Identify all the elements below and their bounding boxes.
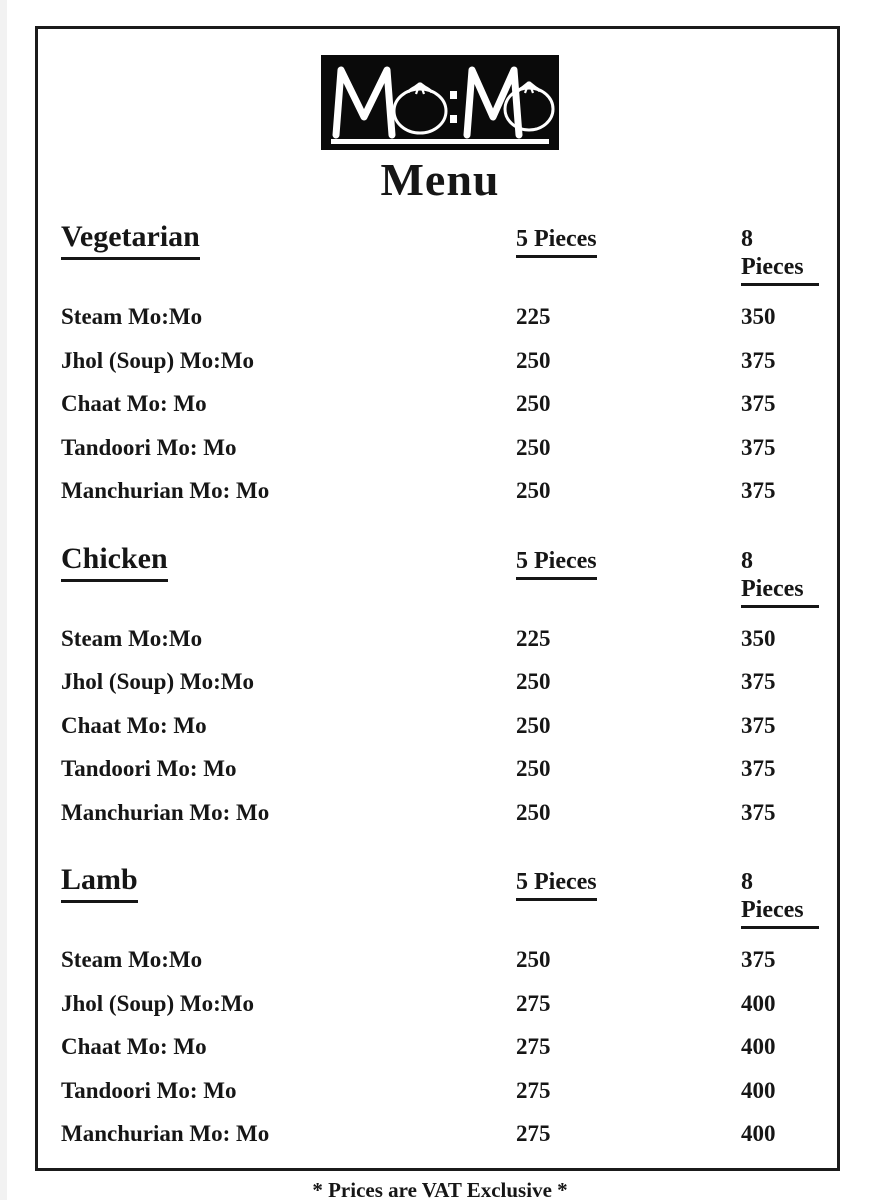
- price-8-pieces: 400: [741, 1034, 776, 1059]
- menu-item-name: Manchurian Mo: Mo: [61, 478, 270, 503]
- menu-item-name: Manchurian Mo: Mo: [61, 799, 270, 825]
- column-header-5-pieces: 5 Pieces: [516, 225, 597, 258]
- price-8-pieces: 350: [741, 625, 776, 651]
- menu-item-row: [61, 791, 819, 835]
- section-header-row: [61, 863, 819, 929]
- menu-item-name: Jhol (Soup) Mo:Mo: [61, 990, 254, 1016]
- logo-colon: [450, 91, 457, 123]
- price-5-pieces: 275: [516, 1121, 551, 1146]
- price-8-pieces: 375: [741, 434, 776, 460]
- menu-item-name: Steam Mo:Mo: [61, 947, 203, 972]
- price-8-pieces: 375: [741, 391, 776, 416]
- price-8-pieces: 375: [741, 478, 776, 503]
- price-5-pieces: 250: [516, 799, 551, 825]
- price-8-pieces: 375: [741, 712, 776, 738]
- menu-item-row: [61, 339, 819, 383]
- price-8-pieces: 400: [741, 1077, 776, 1103]
- price-5-pieces: 250: [516, 756, 551, 781]
- price-8-pieces: 375: [741, 669, 776, 694]
- menu-section-vegetarian: [61, 220, 819, 513]
- menu-item-name: Jhol (Soup) Mo:Mo: [61, 669, 254, 694]
- menu-section-chicken: [61, 542, 819, 835]
- menu-item-row: [61, 1025, 819, 1069]
- menu-item-name: Tandoori Mo: Mo: [61, 1077, 237, 1103]
- dumpling-icon: [394, 83, 446, 133]
- menu-item-row: [61, 469, 819, 513]
- momo-logo-art: [321, 55, 559, 150]
- section-title: Chicken: [61, 542, 168, 582]
- menu-item-row: [61, 660, 819, 704]
- section-items: [61, 617, 819, 835]
- menu-item-row: [61, 747, 819, 791]
- price-5-pieces: 225: [516, 625, 551, 651]
- menu-item-row: [61, 382, 819, 426]
- price-8-pieces: 375: [741, 756, 776, 781]
- menu-item-name: Chaat Mo: Mo: [61, 391, 207, 416]
- menu-item-name: Steam Mo:Mo: [61, 625, 203, 651]
- momo-logo: [321, 55, 559, 150]
- column-header-5-pieces: 5 Pieces: [516, 547, 597, 580]
- price-5-pieces: 250: [516, 947, 551, 972]
- logo-letter-m2: [467, 70, 519, 135]
- price-8-pieces: 400: [741, 1121, 776, 1146]
- price-5-pieces: 225: [516, 304, 551, 329]
- menu-item-name: Steam Mo:Mo: [61, 304, 203, 329]
- price-5-pieces: 250: [516, 669, 551, 694]
- price-8-pieces: 375: [741, 347, 776, 373]
- price-5-pieces: 250: [516, 478, 551, 503]
- menu-item-row: [61, 295, 819, 339]
- section-title: Lamb: [61, 863, 138, 903]
- logo-letter-m1: [336, 70, 392, 135]
- column-header-8-pieces: 8 Pieces: [741, 225, 819, 286]
- vat-note: * Prices are VAT Exclusive *: [312, 1177, 568, 1200]
- menu-item-name: Chaat Mo: Mo: [61, 712, 207, 738]
- menu-section-lamb: [61, 863, 819, 1156]
- menu-border-frame: [35, 26, 840, 1200]
- logo-underline-bar: [331, 139, 549, 144]
- section-items: [61, 938, 819, 1156]
- menu-item-row: [61, 1069, 819, 1113]
- menu-item-name: Tandoori Mo: Mo: [61, 756, 237, 781]
- section-header-row: [61, 542, 819, 608]
- column-header-5-pieces: 5 Pieces: [516, 868, 597, 901]
- menu-item-name: Tandoori Mo: Mo: [61, 434, 237, 460]
- price-5-pieces: 275: [516, 1034, 551, 1059]
- menu-item-name: Manchurian Mo: Mo: [61, 1121, 270, 1146]
- menu-item-row: [61, 617, 819, 661]
- menu-item-row: [61, 1112, 819, 1156]
- price-5-pieces: 275: [516, 1077, 551, 1103]
- column-header-8-pieces: 8 Pieces: [741, 547, 819, 608]
- menu-item-name: Jhol (Soup) Mo:Mo: [61, 347, 254, 373]
- menu-item-name: Chaat Mo: Mo: [61, 1034, 207, 1059]
- price-8-pieces: 400: [741, 990, 776, 1016]
- price-8-pieces: 375: [741, 947, 776, 972]
- price-5-pieces: 250: [516, 391, 551, 416]
- price-8-pieces: 375: [741, 799, 776, 825]
- menu-item-row: [61, 426, 819, 470]
- column-header-8-pieces: 8 Pieces: [741, 868, 819, 929]
- page-title: Menu: [380, 154, 500, 205]
- price-5-pieces: 250: [516, 434, 551, 460]
- section-header-row: [61, 220, 819, 286]
- scan-edge-shadow: [0, 0, 7, 1200]
- price-5-pieces: 250: [516, 712, 551, 738]
- price-5-pieces: 275: [516, 990, 551, 1016]
- menu-item-row: [61, 982, 819, 1026]
- menu-item-row: [61, 938, 819, 982]
- section-items: [61, 295, 819, 513]
- section-title: Vegetarian: [61, 220, 200, 260]
- price-5-pieces: 250: [516, 347, 551, 373]
- menu-item-row: [61, 704, 819, 748]
- price-8-pieces: 350: [741, 304, 776, 329]
